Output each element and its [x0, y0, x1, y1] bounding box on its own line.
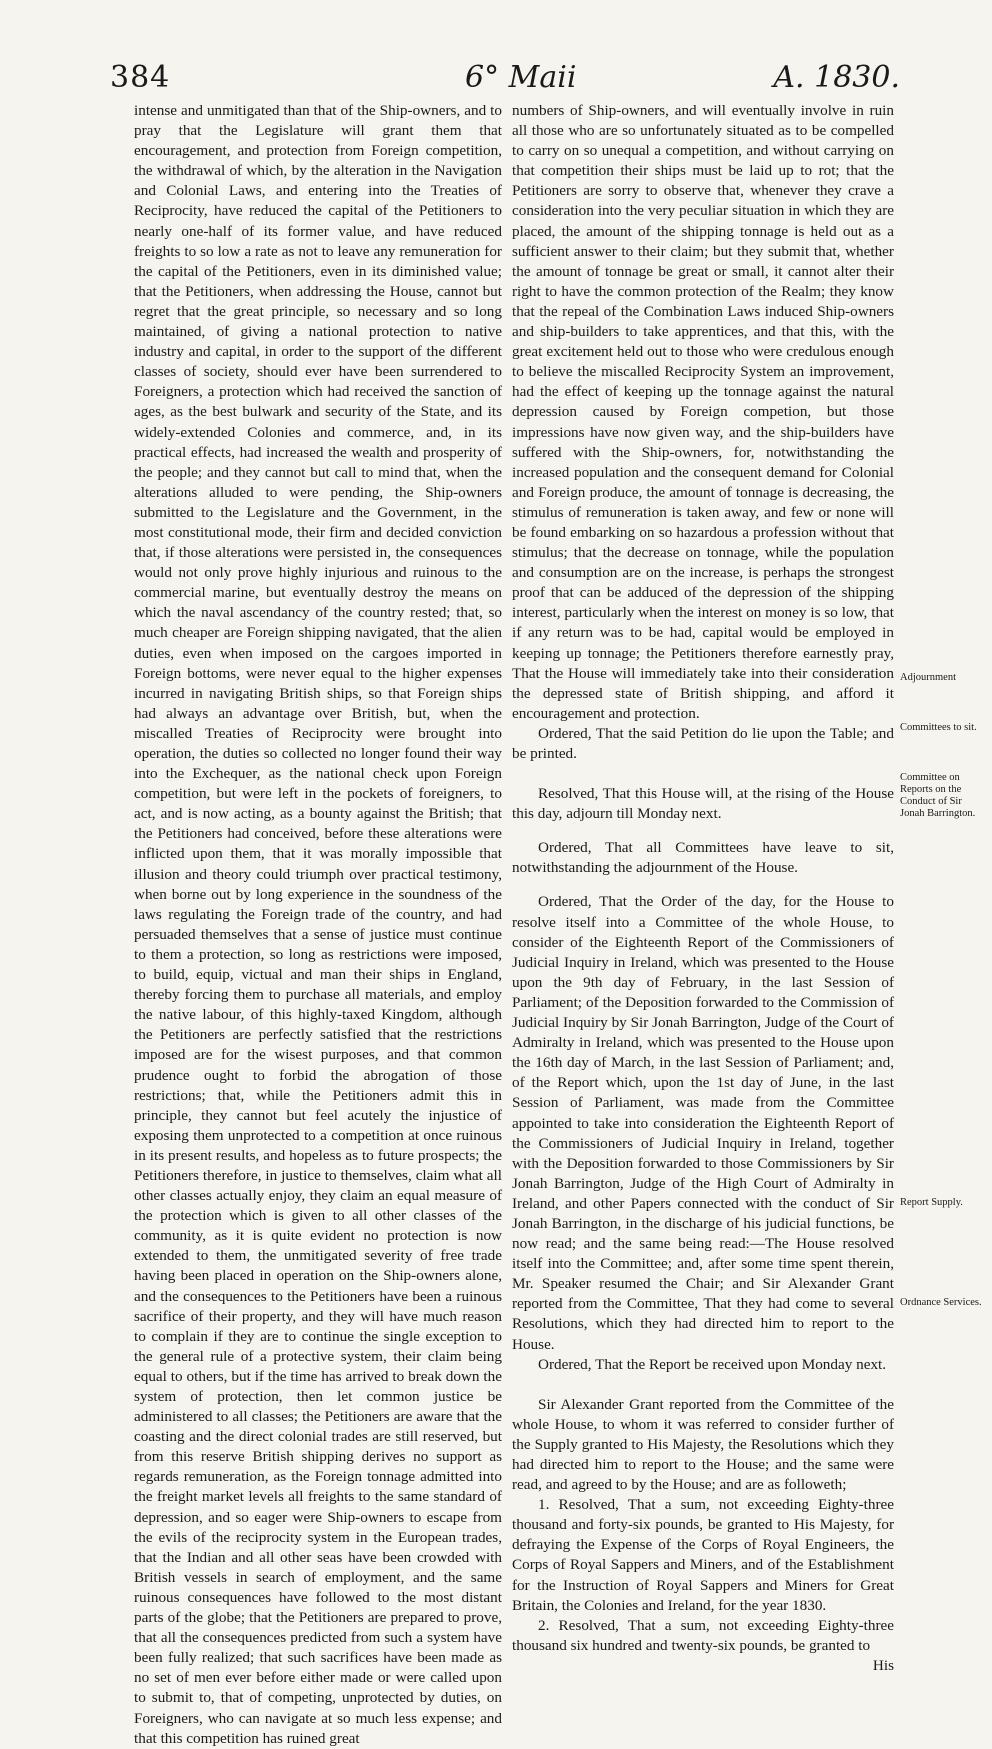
ordered-committees-sit: Ordered, That all Committees have leave to sit, notwithstanding the adjournment of the House. [512, 839, 894, 877]
page-date: 6° Maii [465, 60, 577, 95]
petition-text: intense and unmitigated than that of the Ship-owners, and to pray that the Legislature will grant them that encouragement, and protection from Foreign competition, the withdrawal of which, by the alteration in the Navigation and Colonial Laws, and entering into the Treaties of Reciprocity, have reduced the capital of the Petitioners to nearly one-half of its former value, and have reduced freights to so low a rate as not to leave any remuneration for the capital of the Petitioners, even in its diminished value; that the Petitioners, when addressing the House, cannot but regret that the great principle, so necessary and so long maintained, of giving a national protection to native industry and capital, in order to the support of the different classes of society, should ever have been surrendered to Foreigners, a protection which had received the sanction of ages, as the best bulwark and security of the State, and its widely-extended Colonies and commerce, and, in its practical effects, had increased the wealth and prosperity of the people; and they cannot but call to mind that, when the alterations alluded to were pending, the Ship-owners submitted to the Legislature and the Government, in the most constitutional mode, their firm and decided conviction that, if those alterations were persisted in, the consequences would not only prove highly injurious and ruinous to the commercial marine, but eventually destroy the means on which the naval ascendancy of the country rested; that, so much cheaper are Foreign shipping navigated, that the alien duties, even when imposed on the cargoes imported in Foreign bottoms, were never equal to the higher expenses incurred in navigating British ships, so that Foreign ships had always an advantage over British, but, when the miscalled Treaties of Reciprocity were brought into operation, the duties so collected no longer found their way into the Exchequer, as the national check upon Foreign competition, but were left in the pockets of foreigners, to act, and is now acting, as a bounty against the British; that the Petitioners had conceived, before these alterations were inflicted upon them, that it was morally impossible that illusion and theory could triumph over practical testimony, when borne out by long experience in the soundness of the laws regulating the Foreign trade of the country, and had persuaded themselves that a sense of justice must continue to them a protection, so long as restrictions were imposed, to build, equip, victual and man their ships in England, thereby forcing them to purchase all materials, and employ the native labour, of this highly-taxed Kingdom, although the Petitioners are perfectly satisfied that the restrictions imposed are for the wisest purposes, and that common prudence ought to forbid the abrogation of those restrictions; that, while the Petitioners admit this in principle, they cannot but feel acutely the injustice of exposing them unprotected to a competition at once ruinous in its present results, and hopeless as to future prospects; the Petitioners therefore, in justice to themselves, claim what all other classes actually enjoy, they claim an equal measure of the protection which is given to all other classes of the community, as it is quite evident no protection is now extended to them, the unmitigated severity of free trade having been placed in operation on the Ship-owners alone, and the consequences to the Petitioners have been a ruinous sacrifice of their property, and they will have much reason to complain if they are to continue the single exception to the general rule of a protective system, their claim being equal to others, but if the time has arrived to break down the system of protection, then let common justice be administered to all classes; the Petitioners are aware that the coasting and the direct colonial trades are still reserved, but from this reserve British shipping derives no support as regards remuneration, as the Foreign tonnage admitted into the freight market levels all freights to the same standard of depression, and so eager were Ship-owners to escape from the evils of the reciprocity system in the European trades, that the Indian and all other seas have been crowded with British vessels in search of employment, and the same ruinous consequences have followed to the most distant parts of the globe; that the Petitioners are prepared to prove, that all the consequences predicted from such a system have been fully realized; that such sacrifices have been made as no set of men ever before either made or were called upon to submit to, that of competing, unprotected by duties, on Foreigners, who can navigate at so much less expense; and that this competition has ruined great [134, 102, 502, 1747]
margin-note-report-supply: Report Supply. [900, 1197, 963, 1208]
ordered-order-of-day: Ordered, That the Order of the day, for the House to resolve itself into a Committee of the whole House, to consider of the Eighteenth Report of the Commissioners of Judicial Inquiry in Ireland, which was presented to the House upon the 9th day of February, in the last Session of Parliament; of the Deposition forwarded to the Commission of Judicial Inquiry by Sir Jonah Barrington, Judge of the Court of Admiralty in Ireland, which was presented to the House upon the 16th day of March, in the last Session of Parliament; and, of the Report which, upon the 1st day of June, in the last Session of Parliament, was made from the Committee appointed to take into consideration the Eighteenth Report of the Commissioners of Judicial Inquiry in Ireland, together with the Deposition forwarded to those Commissioners by Sir Jonah Barrington, Judge of the High Court of Admiralty in Ireland, and other Papers connected with the conduct of Sir Jonah Barrington, in the discharge of his judicial functions, be now read; and the same being read:—The House resolved itself into the Committee; and, after some time spent therein, Mr. Speaker resumed the Chair; and Sir Alexander Grant reported from the Committee, That they had come to several Resolutions, which they had directed him to report to the House. [512, 893, 894, 1353]
page-header [110, 60, 900, 100]
resolution-2: 2. Resolved, That a sum, not exceeding Eighty-three thousand six hundred and twenty-six pounds, be granted to [512, 1616, 894, 1654]
margin-note-ordnance: Ordnance Services. [900, 1297, 982, 1308]
margin-note-committees: Committees to sit. [900, 722, 977, 733]
catchword: His [872, 1656, 894, 1674]
left-column [134, 101, 502, 1749]
ordered-report-received: Ordered, That the Report be received upon Monday next. [538, 1355, 887, 1373]
resolved-adjournment: Resolved, That this House will, at the rising of the House this day, adjourn till Monday next. [512, 785, 894, 823]
grant-report: Sir Alexander Grant reported from the Committee of the whole House, to whom it was referred to consider further of the Supply granted to His Majesty, the Resolutions which they had directed him to report to the House; and the same were read, and agreed to by the House; and are as followeth; [512, 1395, 894, 1494]
page-number: 384 [110, 60, 171, 95]
petition-continuation: numbers of Ship-owners, and will eventually involve in ruin all those who are so unfortunately situated as to be compelled to carry on so unequal a competition, and without carrying on that competition their ships must be laid up to rot; that the Petitioners are sorry to observe that, whenever they crave a consideration into the very peculiar situation in which they are placed, the amount of the shipping tonnage is held out as a sufficient answer to their claim; but they submit that, whether the amount of tonnage be great or small, it cannot alter their right to have the common protection of the Realm; they know that the repeal of the Combination Laws induced Ship-owners and ship-builders to take apprentices, and that this, with the great excitement held out to those who were credulous enough to believe the miscalled Reciprocity System an improvement, had the effect of keeping up the tonnage against the natural depression caused by Foreign competion, but those impressions have now given way, and the ship-builders have suffered with the Ship-owners, for, notwithstanding the increased population and the consequent demand for Colonial and Foreign produce, the amount of tonnage is decreasing, the stimulus of remuneration is taken away, and few or none will be found embarking on so hazardous a profession without that stimulus; that the decrease on tonnage, while the population and consumption are on the increase, is perhaps the strongest proof that can be adduced of the depression of the shipping interest, particularly when the interest on money is so low, that if any return was to be had, capital would be employed in keeping up tonnage; the Petitioners therefore earnestly pray, That the House will immediately take into their consideration the depressed state of British shipping, and afford it encouragement and protection. [512, 102, 894, 722]
margin-note-adjournment: Adjournment [900, 672, 956, 683]
page-year: A. 1830. [773, 60, 900, 95]
ordered-lie-on-table: Ordered, That the said Petition do lie upon the Table; and be printed. [512, 724, 894, 762]
margin-note-committee-reports: Committee on Reports on the Conduct of Sir Jonah Barrington. [900, 772, 976, 819]
resolution-1: 1. Resolved, That a sum, not exceeding Eighty-three thousand and forty-six pounds, be granted to His Majesty, for defraying the Expense of the Corps of Royal Engineers, the Corps of Royal Sappers and Miners, and of the Establishment for the Instruction of Royal Sappers and Miners for Great Britain, the Colonies and Ireland, for the year 1830. [512, 1496, 894, 1614]
right-column [512, 101, 894, 1676]
